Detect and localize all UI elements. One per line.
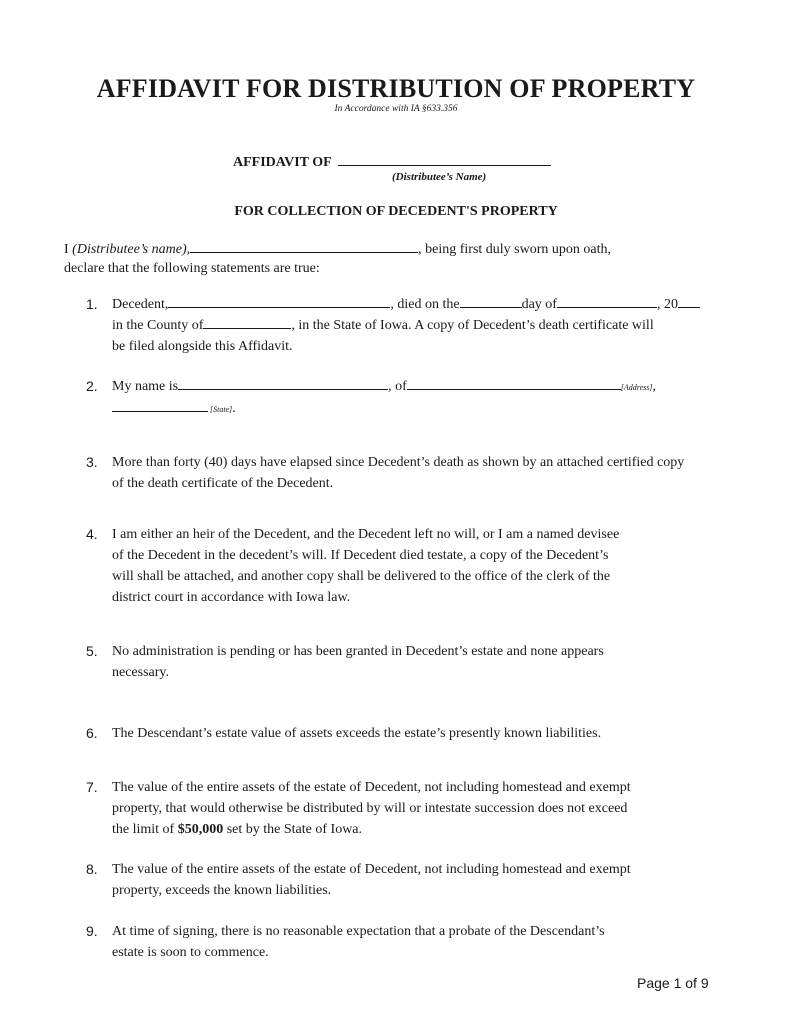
list-item-8 xyxy=(86,859,746,901)
item-number: 5. xyxy=(86,643,98,659)
affidavit-of-label: AFFIDAVIT OF xyxy=(233,155,332,170)
item-number: 2. xyxy=(86,378,98,394)
item1-decedent-label: Decedent, xyxy=(112,297,169,312)
list-item-6 xyxy=(86,723,746,744)
item8-line1: The value of the entire assets of the estate of Decedent, not including homestead and exempt xyxy=(112,862,631,877)
item1-day-of: day of xyxy=(521,297,557,312)
list-item-2 xyxy=(86,376,746,420)
item7-amount: $50,000 xyxy=(177,822,224,837)
intro-name-label: (Distributee’s name), xyxy=(72,242,191,257)
item1-in-county: in the County of xyxy=(112,318,204,333)
list-item-5 xyxy=(86,641,746,683)
item1-comma-20: , 20 xyxy=(656,297,678,312)
item2-of: , of xyxy=(388,379,407,394)
item1-state-text: , in the State of Iowa. A copy of Decedent’s death certificate will xyxy=(291,318,654,333)
item7-line1: The value of the entire assets of the estate of Decedent, not including homestead and exempt xyxy=(112,780,631,795)
list-item-3 xyxy=(86,452,746,494)
distributee-name-blank[interactable] xyxy=(338,152,551,166)
county-field[interactable] xyxy=(203,315,291,329)
item4-line1: I am either an heir of the Decedent, and the Decedent left no will, or I am a named devisee xyxy=(112,527,620,542)
item4-line3: will shall be attached, and another copy shall be delivered to the office of the clerk of the xyxy=(112,569,611,584)
item-number: 1. xyxy=(86,296,98,312)
item6-line1: The Descendant’s estate value of assets exceeds the estate’s presently known liabilities. xyxy=(112,726,602,741)
document-title: AFFIDAVIT FOR DISTRIBUTION OF PROPERTY xyxy=(96,74,696,103)
section-heading: FOR COLLECTION OF DECEDENT'S PROPERTY xyxy=(234,204,558,219)
item5-line2: necessary. xyxy=(112,665,170,680)
item8-line2: property, exceeds the known liabilities. xyxy=(112,883,332,898)
list-item-4 xyxy=(86,524,746,608)
list-item-1 xyxy=(86,294,746,357)
item-number: 9. xyxy=(86,923,98,939)
item-number: 7. xyxy=(86,779,98,795)
item-number: 6. xyxy=(86,725,98,741)
item1-died-on: , died on the xyxy=(390,297,460,312)
my-name-field[interactable] xyxy=(178,376,388,390)
address-field[interactable] xyxy=(407,376,621,390)
item7-line2: property, that would otherwise be distributed by will or intestate succession does not exceed xyxy=(112,801,628,816)
item1-line3: be filed alongside this Affidavit. xyxy=(112,339,293,354)
decedent-name-field[interactable] xyxy=(168,294,390,308)
intro-line2: declare that the following statements are true: xyxy=(64,261,320,276)
item7-line3-post: set by the State of Iowa. xyxy=(223,822,363,837)
item3-line1: More than forty (40) days have elapsed since Decedent’s death as shown by an attached certified copy xyxy=(112,455,685,470)
list-item-7 xyxy=(86,777,746,840)
item-number: 3. xyxy=(86,454,98,470)
state-label: [State] xyxy=(210,405,233,414)
item3-line2: of the death certificate of the Decedent. xyxy=(112,476,334,491)
address-label: [Address] xyxy=(620,383,653,392)
item9-line2: estate is soon to commence. xyxy=(112,945,269,960)
item2-period: . xyxy=(232,401,236,416)
item9-line1: At time of signing, there is no reasonable expectation that a probate of the Descendant’s xyxy=(112,924,605,939)
item-number: 4. xyxy=(86,526,98,542)
item2-my-name-is: My name is xyxy=(112,379,179,394)
death-day-field[interactable] xyxy=(460,294,522,308)
death-year-field[interactable] xyxy=(678,294,700,308)
distributee-name-caption: (Distributee’s Name) xyxy=(392,171,487,183)
item-number: 8. xyxy=(86,861,98,877)
page-number: Page 1 of 9 xyxy=(637,975,709,991)
item5-line1: No administration is pending or has been granted in Decedent’s estate and none appears xyxy=(112,644,604,659)
document-subtitle: In Accordance with IA §633.356 xyxy=(334,104,458,114)
intro-lead: I xyxy=(64,242,73,257)
state-field[interactable] xyxy=(112,398,208,412)
item4-line2: of the Decedent in the decedent’s will. If Decedent died testate, a copy of the Decedent’s xyxy=(112,548,609,563)
intro-after-blank: , being first duly sworn upon oath, xyxy=(418,242,611,257)
list-item-9 xyxy=(86,921,746,963)
item4-line4: district court in accordance with Iowa law. xyxy=(112,590,351,605)
intro-paragraph xyxy=(64,239,724,278)
item7-line3-pre: the limit of xyxy=(112,822,178,837)
item2-comma: , xyxy=(652,379,656,394)
affidavit-of-line xyxy=(233,152,551,171)
distributee-name-field[interactable] xyxy=(190,239,418,253)
death-month-field[interactable] xyxy=(557,294,657,308)
